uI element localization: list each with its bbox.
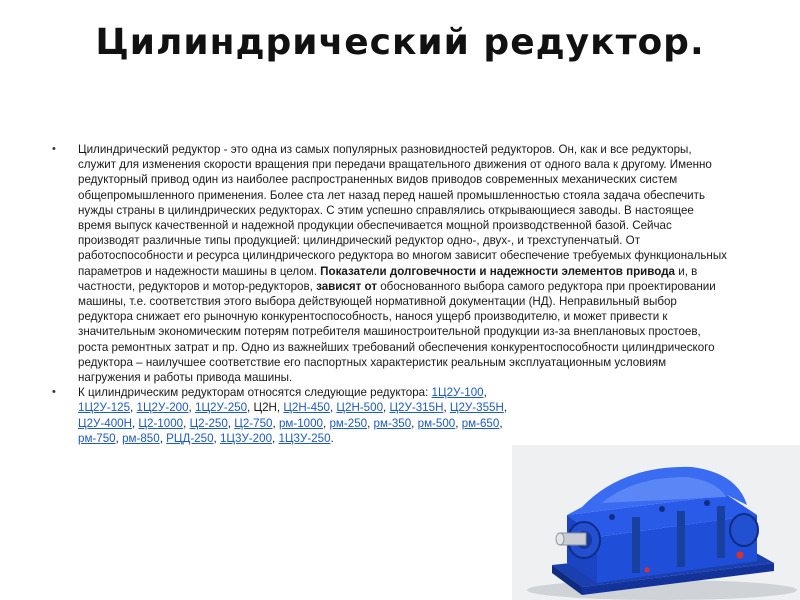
- gearbox-photo: [512, 445, 800, 600]
- slide-title: Цилиндрический редуктор.: [95, 22, 705, 63]
- bullet-item-models: • К цилиндрическим редукторам относятся следующие редуктора: 1Ц2У-100, 1Ц2У-125, 1Ц2У-200, 1Ц2У-250, Ц2Н, Ц2Н-450, Ц2Н-500, Ц2У-315Н, Ц2У-355Н, Ц2У-400Н, Ц2-1000, Ц2-250, Ц2-750, рм-1000, рм-250, рм-350, рм-500, рм-650, рм-750, рм-850, РЦД-250, 1Ц3У-200, 1Ц3У-250.: [52, 386, 508, 445]
- model-link[interactable]: 1Ц2У-250: [195, 401, 248, 415]
- model-link[interactable]: 1Ц2У-125: [78, 401, 131, 415]
- model-link[interactable]: рм-850: [122, 431, 160, 445]
- bullet-list: [50, 142, 730, 446]
- slide-content: [50, 142, 730, 446]
- para1-text-2: и, в частности, редукторов и мотор-редукторов,: [78, 264, 698, 293]
- bullet-item-description: [50, 142, 730, 385]
- model-link[interactable]: РЦД-250: [166, 431, 214, 445]
- model-link[interactable]: рм-250: [329, 416, 368, 430]
- model-link[interactable]: Ц2-250: [189, 416, 228, 430]
- model-link[interactable]: рм-650: [461, 416, 500, 430]
- para2-intro: К цилиндрическим редукторам относятся следующие редуктора:: [78, 386, 432, 400]
- model-link[interactable]: рм-1000: [278, 416, 324, 430]
- model-link[interactable]: 1Ц3У-250: [278, 431, 331, 445]
- model-link[interactable]: 1Ц2У-100: [431, 386, 484, 400]
- model-link[interactable]: Ц2-1000: [138, 416, 184, 430]
- model-link[interactable]: Ц2У-315Н: [389, 401, 444, 415]
- model-plain: Ц2Н: [253, 401, 277, 415]
- para1-bold-2: зависят от: [316, 279, 378, 293]
- model-link[interactable]: рм-750: [78, 431, 116, 445]
- para1-bold-1: Показатели долговечности и надежности элементов привода: [320, 264, 676, 278]
- para1-text-3: обоснованного выбора самого редуктора при проектировании машины, т.е. соответствия этого выбора действующей нормативной документации (НД). Неправильный выбор редуктора снижает его рыночную конкурентоспособность, нанося ущерб производителю, и может привести к значительным экономическим потерям потребителя машиностроительной продукции из-за внеплановых простоев, роста ремонтных затрат и пр. Одно из важнейших требований обеспечения конкурентоспособности цилиндрического редуктора – наилучшее соответствие его паспортных характеристик реальным эксплуатационным условиям нагружения и работы привода машины.: [78, 279, 716, 385]
- model-link[interactable]: Ц2-750: [234, 416, 273, 430]
- model-link[interactable]: Ц2Н-500: [336, 401, 384, 415]
- model-link[interactable]: рм-350: [373, 416, 412, 430]
- model-link[interactable]: Ц2У-400Н: [78, 416, 132, 430]
- model-link[interactable]: Ц2Н-450: [283, 401, 330, 415]
- model-link[interactable]: рм-500: [417, 416, 456, 430]
- model-link[interactable]: 1Ц3У-200: [219, 431, 273, 445]
- bullet-marker: •: [52, 143, 56, 155]
- model-link[interactable]: Ц2У-355Н: [449, 401, 504, 415]
- bullet-marker: •: [52, 386, 56, 399]
- model-link[interactable]: 1Ц2У-200: [136, 401, 189, 415]
- para1-text-1: Цилиндрический редуктор - это одна из самых популярных разновидностей редукторов. Он, как и все редукторы, служит для изменения скорости вращения при передачи вращательного движения от одного вала к другому. Именно редукторный привод один из наиболее распространенных видов приводов современных механических систем общепромышленного применения. Более ста лет назад перед нашей промышленностью стояла задача обеспечить нужды страны в цилиндрических редукторах. С этим успешно справлялись открывающиеся заводы. В настоящее время выпуск качественной и надежной продукции обеспечивается мощной производственной базой. Сейчас производят различные типы продукцией: цилиндрический редуктор одно-, двух-, и трехступенчатый. От работоспособности и ресурса цилиндрического редуктора во многом зависит обеспечение требуемых функциональных параметров и надежности машины в целом.: [78, 143, 727, 278]
